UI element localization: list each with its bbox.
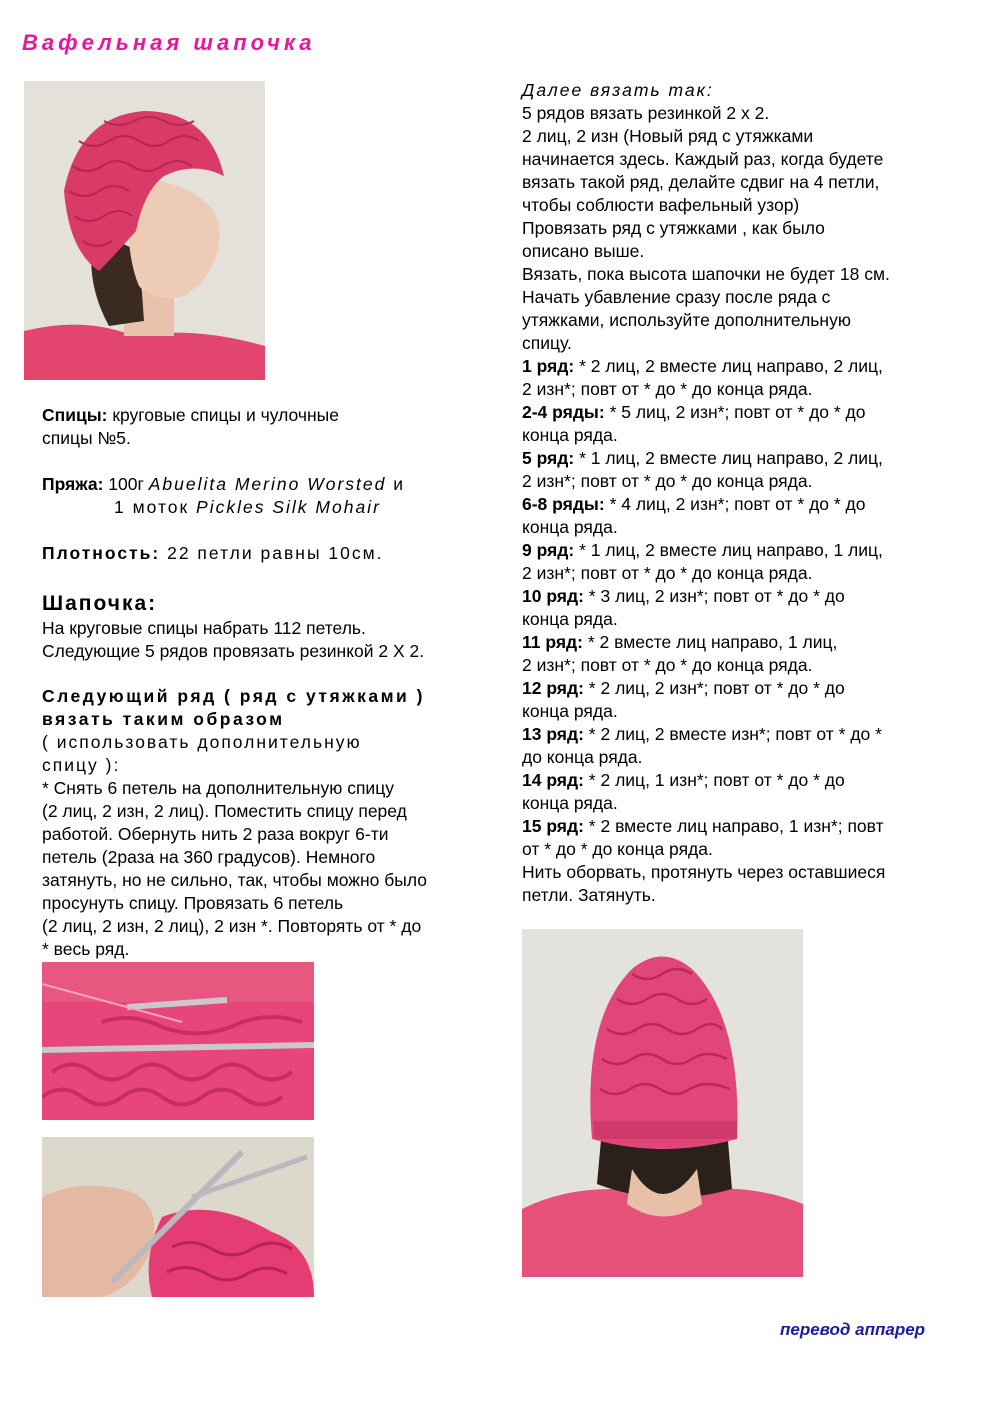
gauge-line: Плотность: 22 петли равны 10см. — [42, 543, 384, 563]
rib-line: Следующие 5 рядов провязать резинкой 2 Х 2. — [42, 641, 425, 661]
instruction-line: * Снять 6 петель на дополнительную спицу — [42, 778, 394, 798]
intro-line: 2 лиц, 2 изн (Новый ряд с утяжками — [522, 126, 814, 146]
materials-block — [42, 404, 482, 565]
row-instruction: 6-8 ряды: * 4 лиц, 2 изн*; повт от * до * до — [522, 494, 866, 514]
row-instruction-cont: 2 изн*; повт от * до * до конца ряда. — [522, 563, 813, 583]
instruction-line: петель (2раза на 360 градусов). Немного — [42, 847, 376, 867]
row-instruction-cont: 2 изн*; повт от * до * до конца ряда. — [522, 471, 813, 491]
row-instruction-cont: 2 изн*; повт от * до * до конца ряда. — [522, 379, 813, 399]
ending-line: петли. Затянуть. — [522, 885, 656, 905]
intro-line: утяжками, используйте дополнительную — [522, 310, 851, 330]
next-row-sub-2: спицу ): — [42, 755, 121, 775]
row-instruction: 10 ряд: * 3 лиц, 2 изн*; повт от * до * до — [522, 586, 845, 606]
next-row-heading-1: Следующий ряд ( ряд с утяжками ) — [42, 686, 425, 706]
intro-line: Вязать, пока высота шапочки не будет 18 см. — [522, 264, 890, 284]
instruction-line: просунуть спицу. Провязать 6 петель — [42, 893, 344, 913]
intro-line: 5 рядов вязать резинкой 2 х 2. — [522, 103, 770, 123]
row-instruction: 5 ряд: * 1 лиц, 2 вместе лиц направо, 2 лиц, — [522, 448, 883, 468]
knitting-closeup-photo-1 — [42, 962, 314, 1120]
translation-credit: перевод аппарер — [780, 1320, 926, 1339]
instruction-line: (2 лиц, 2 изн, 2 лиц), 2 изн *. Повторять от * до — [42, 916, 422, 936]
intro-line: чтобы соблюсти вафельный узор) — [522, 195, 800, 215]
knitting-closeup-photo-2 — [42, 1137, 314, 1297]
yarn-brand-2: Pickles Silk Mohair — [196, 497, 381, 517]
cast-on-line: На круговые спицы набрать 112 петель. — [42, 618, 366, 638]
right-column — [522, 79, 962, 907]
row-instruction-cont: конца ряда. — [522, 609, 618, 629]
row-instruction: 2-4 ряды: * 5 лиц, 2 изн*; повт от * до * до — [522, 402, 866, 422]
needles-line-2: спицы №5. — [42, 428, 131, 448]
row-instruction: 9 ряд: * 1 лиц, 2 вместе лиц направо, 1 лиц, — [522, 540, 883, 560]
row-instruction: 1 ряд: * 2 лиц, 2 вместе лиц направо, 2 лиц, — [522, 356, 883, 376]
page-title: Вафельная шапочка — [22, 30, 316, 55]
ending-line: Нить оборвать, протянуть через оставшиеся — [522, 862, 886, 882]
gauge-label: Плотность: — [42, 543, 161, 563]
hat-profile-photo — [24, 81, 265, 380]
intro-line: начинается здесь. Каждый раз, когда будете — [522, 149, 884, 169]
row-instruction: 11 ряд: * 2 вместе лиц направо, 1 лиц, — [522, 632, 838, 652]
next-row-sub-1: ( использовать дополнительную — [42, 732, 362, 752]
needles-text: круговые спицы и чулочные — [107, 405, 339, 425]
instruction-line: затянуть, но не сильно, так, чтобы можно было — [42, 870, 427, 890]
yarn-line: Пряжа: 100г Abuelita Merino Worsted и — [42, 474, 406, 494]
row-instruction: 12 ряд: * 2 лиц, 2 изн*; повт от * до * до — [522, 678, 845, 698]
row-instruction: 14 ряд: * 2 лиц, 1 изн*; повт от * до * до — [522, 770, 845, 790]
intro-line: вязать такой ряд, делайте сдвиг на 4 петли, — [522, 172, 880, 192]
row-instruction-cont: конца ряда. — [522, 793, 618, 813]
row-instruction-cont: 2 изн*; повт от * до * до конца ряда. — [522, 655, 813, 675]
yarn-label: Пряжа: — [42, 474, 104, 494]
row-instruction-cont: конца ряда. — [522, 425, 618, 445]
yarn-brand-1: Abuelita Merino Worsted — [148, 474, 387, 494]
row-instruction-cont: конца ряда. — [522, 517, 618, 537]
row-instruction-cont: до конца ряда. — [522, 747, 643, 767]
yarn-line-2: 1 моток Pickles Silk Mohair — [114, 497, 381, 517]
needles-label: Спицы: — [42, 405, 108, 425]
hat-heading: Шапочка: — [42, 592, 158, 615]
row-instruction-cont: конца ряда. — [522, 701, 618, 721]
row-instruction-cont: от * до * до конца ряда. — [522, 839, 713, 859]
intro-line: спицу. — [522, 333, 572, 353]
row-instruction: 15 ряд: * 2 вместе лиц направо, 1 изн*; повт — [522, 816, 884, 836]
instruction-line: (2 лиц, 2 изн, 2 лиц). Поместить спицу перед — [42, 801, 407, 821]
intro-line: Провязать ряд с утяжками , как было — [522, 218, 825, 238]
hat-top-photo — [522, 929, 803, 1277]
next-row-heading-2: вязать таким образом — [42, 709, 285, 729]
row-instruction: 13 ряд: * 2 лиц, 2 вместе изн*; повт от * до * — [522, 724, 882, 744]
needles-line — [42, 404, 482, 427]
instruction-line: работой. Обернуть нить 2 раза вокруг 6-ти — [42, 824, 389, 844]
continue-heading: Далее вязать так: — [522, 80, 714, 100]
hat-section — [42, 591, 492, 961]
intro-line: описано выше. — [522, 241, 645, 261]
instruction-line: * весь ряд. — [42, 939, 130, 959]
intro-line: Начать убавление сразу после ряда с — [522, 287, 831, 307]
